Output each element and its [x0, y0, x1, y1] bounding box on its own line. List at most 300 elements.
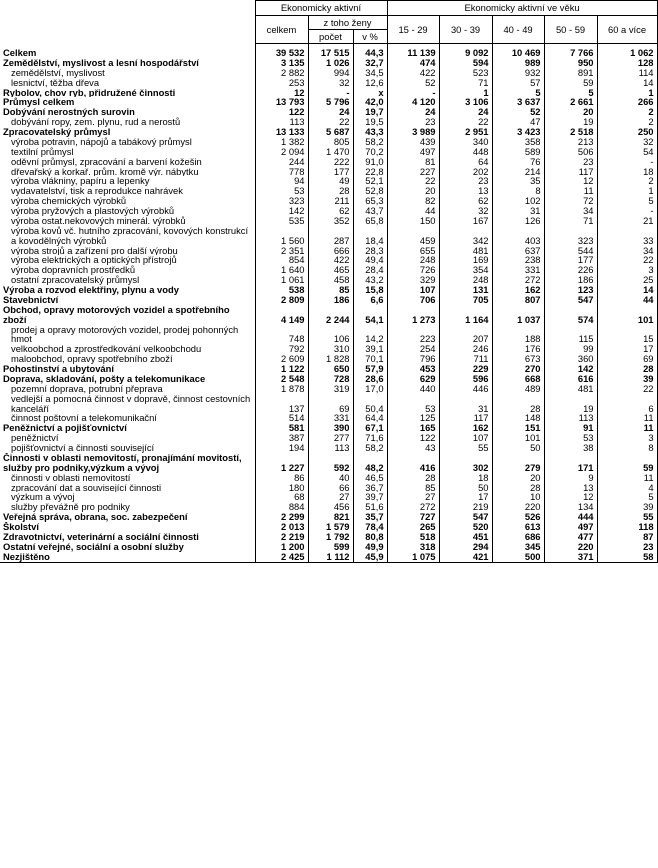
cell-women-percent: 65,8	[353, 216, 387, 226]
cell-age-15-29: 459	[387, 226, 439, 246]
cell-age-40-49: 3 637	[492, 97, 544, 107]
cell-age-30-39: 451	[439, 532, 492, 542]
table-row	[0, 107, 657, 117]
cell-women-count: 113	[308, 443, 353, 453]
table-row	[0, 167, 657, 177]
cell-total: 137	[255, 394, 308, 414]
cell-age-40-49: 668	[492, 374, 544, 384]
cell-age-30-39: 520	[439, 522, 492, 532]
cell-age-40-49: 3 423	[492, 127, 544, 137]
cell-age-60-plus: 33	[597, 226, 657, 246]
cell-age-40-49: 489	[492, 384, 544, 394]
cell-age-50-59: 123	[544, 285, 597, 295]
row-label: Zpracovatelský průmysl	[0, 127, 255, 137]
table-row	[0, 453, 657, 473]
cell-age-30-39: 22	[439, 117, 492, 127]
table-row	[0, 127, 657, 137]
cell-age-15-29: 796	[387, 354, 439, 364]
cell-age-40-49: 279	[492, 453, 544, 473]
cell-age-60-plus: 2	[597, 117, 657, 127]
cell-age-60-plus: 39	[597, 374, 657, 384]
cell-age-15-29: 52	[387, 78, 439, 88]
row-label: Dobývání nerostných surovin	[0, 107, 255, 117]
cell-women-count: 422	[308, 255, 353, 265]
row-label: výroba chemických výrobků	[0, 196, 255, 206]
cell-age-30-39: 55	[439, 443, 492, 453]
cell-age-40-49: 358	[492, 137, 544, 147]
cell-age-50-59: 186	[544, 275, 597, 285]
cell-women-count: 27	[308, 492, 353, 502]
cell-age-40-49: 162	[492, 285, 544, 295]
cell-total: 535	[255, 216, 308, 226]
cell-age-15-29: 20	[387, 186, 439, 196]
row-label: výroba potravin, nápojů a tabákový průmysl	[0, 137, 255, 147]
cell-total: 122	[255, 107, 308, 117]
cell-age-15-29: 43	[387, 443, 439, 453]
cell-total: 1 122	[255, 364, 308, 374]
cell-women-count: 592	[308, 453, 353, 473]
cell-age-30-39: 354	[439, 265, 492, 275]
cell-total: 2 013	[255, 522, 308, 532]
cell-age-40-49: 188	[492, 325, 544, 345]
row-label: Školství	[0, 522, 255, 532]
cell-total: 180	[255, 483, 308, 493]
cell-women-count: 277	[308, 433, 353, 443]
cell-total: 2 548	[255, 374, 308, 384]
cell-age-15-29: 318	[387, 542, 439, 552]
row-label: dobývání ropy, zem. plynu, rud a nerostů	[0, 117, 255, 127]
cell-age-60-plus: 28	[597, 364, 657, 374]
table-row	[0, 384, 657, 394]
cell-age-60-plus: 39	[597, 502, 657, 512]
cell-age-50-59: 113	[544, 413, 597, 423]
cell-total: 884	[255, 502, 308, 512]
cell-age-30-39: 246	[439, 344, 492, 354]
cell-total: 387	[255, 433, 308, 443]
cell-age-15-29: 23	[387, 117, 439, 127]
cell-age-50-59: 547	[544, 295, 597, 305]
row-label: vydavatelství, tisk a reprodukce nahrávek	[0, 186, 255, 196]
row-label: Zemědělství, myslivost a lesní hospodářství	[0, 58, 255, 68]
cell-age-40-49: 989	[492, 58, 544, 68]
cell-women-count: 821	[308, 512, 353, 522]
cell-total: 113	[255, 117, 308, 127]
cell-women-percent: 39,1	[353, 344, 387, 354]
row-label: Rybolov, chov ryb, přidružené činnosti	[0, 88, 255, 98]
cell-age-40-49: 20	[492, 473, 544, 483]
label-column-header	[0, 1, 255, 44]
cell-age-30-39: 448	[439, 147, 492, 157]
cell-age-60-plus: 22	[597, 384, 657, 394]
cell-women-percent: x	[353, 88, 387, 98]
row-label: zemědělství, myslivost	[0, 68, 255, 78]
cell-age-50-59: 220	[544, 542, 597, 552]
row-label: Obchod, opravy motorových vozidel a spotřebního zboží	[0, 305, 255, 325]
cell-women-count: -	[308, 88, 353, 98]
cell-women-percent: 78,4	[353, 522, 387, 532]
cell-age-40-49: 331	[492, 265, 544, 275]
row-label: Zdravotnictví, veterinární a sociální činnosti	[0, 532, 255, 542]
cell-women-percent: 14,2	[353, 325, 387, 345]
cell-age-15-29: 416	[387, 453, 439, 473]
cell-women-percent: 19,5	[353, 117, 387, 127]
cell-age-50-59: 71	[544, 216, 597, 226]
cell-age-30-39: 711	[439, 354, 492, 364]
table-row	[0, 394, 657, 414]
cell-total: 142	[255, 206, 308, 216]
cell-age-60-plus: 34	[597, 246, 657, 256]
row-label: Celkem	[0, 44, 255, 58]
cell-age-40-49: 28	[492, 483, 544, 493]
cell-age-50-59: 477	[544, 532, 597, 542]
cell-women-count: 177	[308, 167, 353, 177]
table-row	[0, 246, 657, 256]
cell-women-count: 1 026	[308, 58, 353, 68]
cell-women-percent: 32,7	[353, 58, 387, 68]
cell-total: 1 560	[255, 226, 308, 246]
cell-women-count: 331	[308, 413, 353, 423]
cell-age-40-49: 28	[492, 394, 544, 414]
row-label: výroba ostat.nekovových minerál. výrobků	[0, 216, 255, 226]
cell-age-50-59: 19	[544, 394, 597, 414]
cell-women-count: 62	[308, 206, 353, 216]
cell-women-percent: 49,9	[353, 542, 387, 552]
row-label: výroba elektrických a optických přístrojů	[0, 255, 255, 265]
cell-women-percent: 18,4	[353, 226, 387, 246]
cell-age-40-49: 686	[492, 532, 544, 542]
cell-women-percent: 36,7	[353, 483, 387, 493]
cell-age-60-plus: 15	[597, 325, 657, 345]
cell-age-15-29: 227	[387, 167, 439, 177]
table-row	[0, 97, 657, 107]
cell-age-30-39: 169	[439, 255, 492, 265]
header-age-30-39: 30 - 39	[439, 16, 492, 44]
cell-age-50-59: 2 518	[544, 127, 597, 137]
header-age-60-plus: 60 a více	[597, 16, 657, 44]
cell-age-50-59: 134	[544, 502, 597, 512]
table-row	[0, 374, 657, 384]
cell-total: 1 200	[255, 542, 308, 552]
cell-age-40-49: 238	[492, 255, 544, 265]
cell-women-percent: 43,3	[353, 127, 387, 137]
table-row	[0, 542, 657, 552]
cell-age-60-plus: 14	[597, 285, 657, 295]
cell-women-count: 599	[308, 542, 353, 552]
row-label: výroba dopravních prostředků	[0, 265, 255, 275]
row-label: vedlejší a pomocná činnost v dopravě, činnost cestovních kanceláří	[0, 394, 255, 414]
cell-women-count: 1 470	[308, 147, 353, 157]
cell-total: 792	[255, 344, 308, 354]
cell-women-count: 319	[308, 384, 353, 394]
cell-age-15-29: -	[387, 88, 439, 98]
cell-age-15-29: 223	[387, 325, 439, 345]
header-women-percent: v %	[353, 30, 387, 44]
cell-age-30-39: 1	[439, 88, 492, 98]
cell-women-percent: 22,8	[353, 167, 387, 177]
cell-total: 1 227	[255, 453, 308, 473]
cell-age-30-39: 71	[439, 78, 492, 88]
cell-women-percent: 28,6	[353, 374, 387, 384]
cell-age-40-49: 637	[492, 246, 544, 256]
cell-age-15-29: 11 139	[387, 44, 439, 58]
cell-women-count: 994	[308, 68, 353, 78]
cell-age-60-plus: 1	[597, 186, 657, 196]
table-row	[0, 226, 657, 246]
cell-women-count: 805	[308, 137, 353, 147]
row-label: služby převážně pro podniky	[0, 502, 255, 512]
cell-women-count: 40	[308, 473, 353, 483]
cell-age-50-59: 226	[544, 265, 597, 275]
table-row	[0, 443, 657, 453]
cell-age-30-39: 162	[439, 423, 492, 433]
cell-age-30-39: 219	[439, 502, 492, 512]
cell-women-percent: 91,0	[353, 157, 387, 167]
cell-age-15-29: 1 075	[387, 552, 439, 562]
row-label: Doprava, skladování, pošty a telekomunikace	[0, 374, 255, 384]
cell-women-count: 5 687	[308, 127, 353, 137]
cell-age-60-plus: 1	[597, 88, 657, 98]
cell-age-50-59: 5	[544, 88, 597, 98]
cell-age-15-29: 629	[387, 374, 439, 384]
row-label: Peněžnictví a pojišťovnictví	[0, 423, 255, 433]
cell-women-count: 106	[308, 325, 353, 345]
cell-women-percent: 44,3	[353, 44, 387, 58]
cell-age-60-plus: 14	[597, 78, 657, 88]
table-row	[0, 305, 657, 325]
cell-age-30-39: 62	[439, 196, 492, 206]
cell-age-40-49: 272	[492, 275, 544, 285]
cell-total: 854	[255, 255, 308, 265]
cell-age-30-39: 131	[439, 285, 492, 295]
cell-women-count: 650	[308, 364, 353, 374]
cell-women-percent: 52,1	[353, 176, 387, 186]
cell-age-40-49: 8	[492, 186, 544, 196]
table-row	[0, 295, 657, 305]
cell-age-15-29: 44	[387, 206, 439, 216]
cell-age-50-59: 371	[544, 552, 597, 562]
cell-women-percent: 58,2	[353, 137, 387, 147]
cell-women-count: 458	[308, 275, 353, 285]
cell-total: 13 133	[255, 127, 308, 137]
row-label: maloobchod, opravy spotřebního zboží	[0, 354, 255, 364]
cell-age-60-plus: 11	[597, 473, 657, 483]
cell-total: 4 149	[255, 305, 308, 325]
cell-age-50-59: 506	[544, 147, 597, 157]
cell-age-50-59: 574	[544, 305, 597, 325]
table-row	[0, 206, 657, 216]
cell-age-30-39: 294	[439, 542, 492, 552]
cell-women-percent: 50,4	[353, 394, 387, 414]
cell-women-percent: 70,2	[353, 147, 387, 157]
row-label: výroba strojů a zařízení pro další výrobu	[0, 246, 255, 256]
cell-age-60-plus: 266	[597, 97, 657, 107]
cell-age-60-plus: 55	[597, 512, 657, 522]
cell-total: 538	[255, 285, 308, 295]
cell-age-60-plus: 25	[597, 275, 657, 285]
cell-age-30-39: 2 951	[439, 127, 492, 137]
cell-age-15-29: 474	[387, 58, 439, 68]
cell-age-40-49: 10 469	[492, 44, 544, 58]
cell-women-count: 17 515	[308, 44, 353, 58]
cell-age-50-59: 12	[544, 176, 597, 186]
cell-women-percent: 45,9	[353, 552, 387, 562]
cell-total: 94	[255, 176, 308, 186]
cell-age-15-29: 122	[387, 433, 439, 443]
cell-age-40-49: 613	[492, 522, 544, 532]
header-women-count: počet	[308, 30, 353, 44]
cell-age-15-29: 518	[387, 532, 439, 542]
cell-age-15-29: 248	[387, 255, 439, 265]
row-label: činnosti v oblasti nemovitostí	[0, 473, 255, 483]
cell-age-60-plus: 6	[597, 394, 657, 414]
cell-age-30-39: 50	[439, 483, 492, 493]
cell-women-count: 28	[308, 186, 353, 196]
cell-women-percent: 48,2	[353, 453, 387, 473]
cell-age-30-39: 64	[439, 157, 492, 167]
cell-total: 1 640	[255, 265, 308, 275]
cell-age-30-39: 23	[439, 176, 492, 186]
cell-age-50-59: 544	[544, 246, 597, 256]
cell-women-count: 666	[308, 246, 353, 256]
cell-age-60-plus: -	[597, 206, 657, 216]
cell-age-15-29: 24	[387, 107, 439, 117]
cell-total: 68	[255, 492, 308, 502]
cell-age-50-59: 12	[544, 492, 597, 502]
cell-age-40-49: 526	[492, 512, 544, 522]
row-label: textilní průmysl	[0, 147, 255, 157]
cell-age-40-49: 57	[492, 78, 544, 88]
row-label: peněžnictví	[0, 433, 255, 443]
row-label: činnost poštovní a telekomunikační	[0, 413, 255, 423]
cell-women-count: 287	[308, 226, 353, 246]
table-row	[0, 532, 657, 542]
cell-women-percent: 43,2	[353, 275, 387, 285]
table-row	[0, 196, 657, 206]
table-row	[0, 58, 657, 68]
cell-women-percent: 58,2	[353, 443, 387, 453]
table-row	[0, 325, 657, 345]
cell-age-40-49: 1 037	[492, 305, 544, 325]
cell-women-percent: 70,1	[353, 354, 387, 364]
row-label: výroba vlákniny, papíru a lepenky	[0, 176, 255, 186]
cell-age-30-39: 31	[439, 394, 492, 414]
table-row	[0, 413, 657, 423]
cell-women-count: 24	[308, 107, 353, 117]
cell-age-50-59: 99	[544, 344, 597, 354]
row-label: dřevařský a korkař. prům. kromě výr. nábytku	[0, 167, 255, 177]
cell-age-60-plus: 5	[597, 492, 657, 502]
table-row	[0, 157, 657, 167]
cell-age-15-29: 453	[387, 364, 439, 374]
table-row	[0, 483, 657, 493]
cell-women-percent: 46,5	[353, 473, 387, 483]
cell-age-60-plus: 11	[597, 423, 657, 433]
cell-age-30-39: 9 092	[439, 44, 492, 58]
cell-age-60-plus: 32	[597, 137, 657, 147]
cell-total: 13 793	[255, 97, 308, 107]
cell-total: 2 425	[255, 552, 308, 562]
header-age-50-59: 50 - 59	[544, 16, 597, 44]
table-row	[0, 364, 657, 374]
row-label: ostatní zpracovatelský průmysl	[0, 275, 255, 285]
cell-age-60-plus: 17	[597, 344, 657, 354]
cell-age-50-59: 53	[544, 433, 597, 443]
row-label: Stavebnictví	[0, 295, 255, 305]
row-label: Výroba a rozvod elektřiny, plynu a vody	[0, 285, 255, 295]
table-row	[0, 176, 657, 186]
cell-total: 253	[255, 78, 308, 88]
cell-age-50-59: 13	[544, 483, 597, 493]
cell-age-40-49: 807	[492, 295, 544, 305]
row-label: výzkum a vývoj	[0, 492, 255, 502]
cell-age-15-29: 272	[387, 502, 439, 512]
cell-age-50-59: 142	[544, 364, 597, 374]
cell-age-30-39: 596	[439, 374, 492, 384]
cell-women-percent: 65,3	[353, 196, 387, 206]
cell-women-percent: 28,4	[353, 265, 387, 275]
cell-age-40-49: 76	[492, 157, 544, 167]
cell-age-50-59: 891	[544, 68, 597, 78]
cell-age-50-59: 20	[544, 107, 597, 117]
cell-women-percent: 34,5	[353, 68, 387, 78]
cell-age-40-49: 403	[492, 226, 544, 246]
cell-age-30-39: 547	[439, 512, 492, 522]
cell-total: 778	[255, 167, 308, 177]
table-row	[0, 78, 657, 88]
cell-women-count: 1 828	[308, 354, 353, 364]
cell-age-50-59: 9	[544, 473, 597, 483]
table-row	[0, 492, 657, 502]
cell-women-count: 1 112	[308, 552, 353, 562]
cell-women-percent: 51,6	[353, 502, 387, 512]
cell-age-40-49: 31	[492, 206, 544, 216]
header-of-which-women: z toho ženy	[308, 16, 387, 30]
cell-women-count: 1 579	[308, 522, 353, 532]
cell-women-count: 465	[308, 265, 353, 275]
table-row	[0, 354, 657, 364]
row-label: Nezjištěno	[0, 552, 255, 562]
cell-total: 2 094	[255, 147, 308, 157]
cell-women-count: 69	[308, 394, 353, 414]
cell-age-60-plus: 118	[597, 522, 657, 532]
table-row	[0, 216, 657, 226]
row-label: prodej a opravy motorových vozidel, prodej pohonných hmot	[0, 325, 255, 345]
cell-age-60-plus: 5	[597, 196, 657, 206]
cell-total: 53	[255, 186, 308, 196]
cell-age-50-59: 117	[544, 167, 597, 177]
cell-women-count: 66	[308, 483, 353, 493]
cell-age-15-29: 497	[387, 147, 439, 157]
cell-age-40-49: 47	[492, 117, 544, 127]
row-label: pojišťovnictví a činnosti související	[0, 443, 255, 453]
cell-age-60-plus: 114	[597, 68, 657, 78]
table-row	[0, 522, 657, 532]
table-row	[0, 117, 657, 127]
cell-women-count: 49	[308, 176, 353, 186]
cell-total: 2 219	[255, 532, 308, 542]
cell-women-percent: 17,0	[353, 384, 387, 394]
cell-women-percent: 39,7	[353, 492, 387, 502]
cell-women-count: 32	[308, 78, 353, 88]
cell-age-30-39: 523	[439, 68, 492, 78]
table-row	[0, 552, 657, 562]
cell-women-percent: 52,8	[353, 186, 387, 196]
cell-age-50-59: 19	[544, 117, 597, 127]
cell-women-count: 390	[308, 423, 353, 433]
cell-age-50-59: 34	[544, 206, 597, 216]
cell-age-50-59: 2 661	[544, 97, 597, 107]
cell-age-60-plus: 18	[597, 167, 657, 177]
